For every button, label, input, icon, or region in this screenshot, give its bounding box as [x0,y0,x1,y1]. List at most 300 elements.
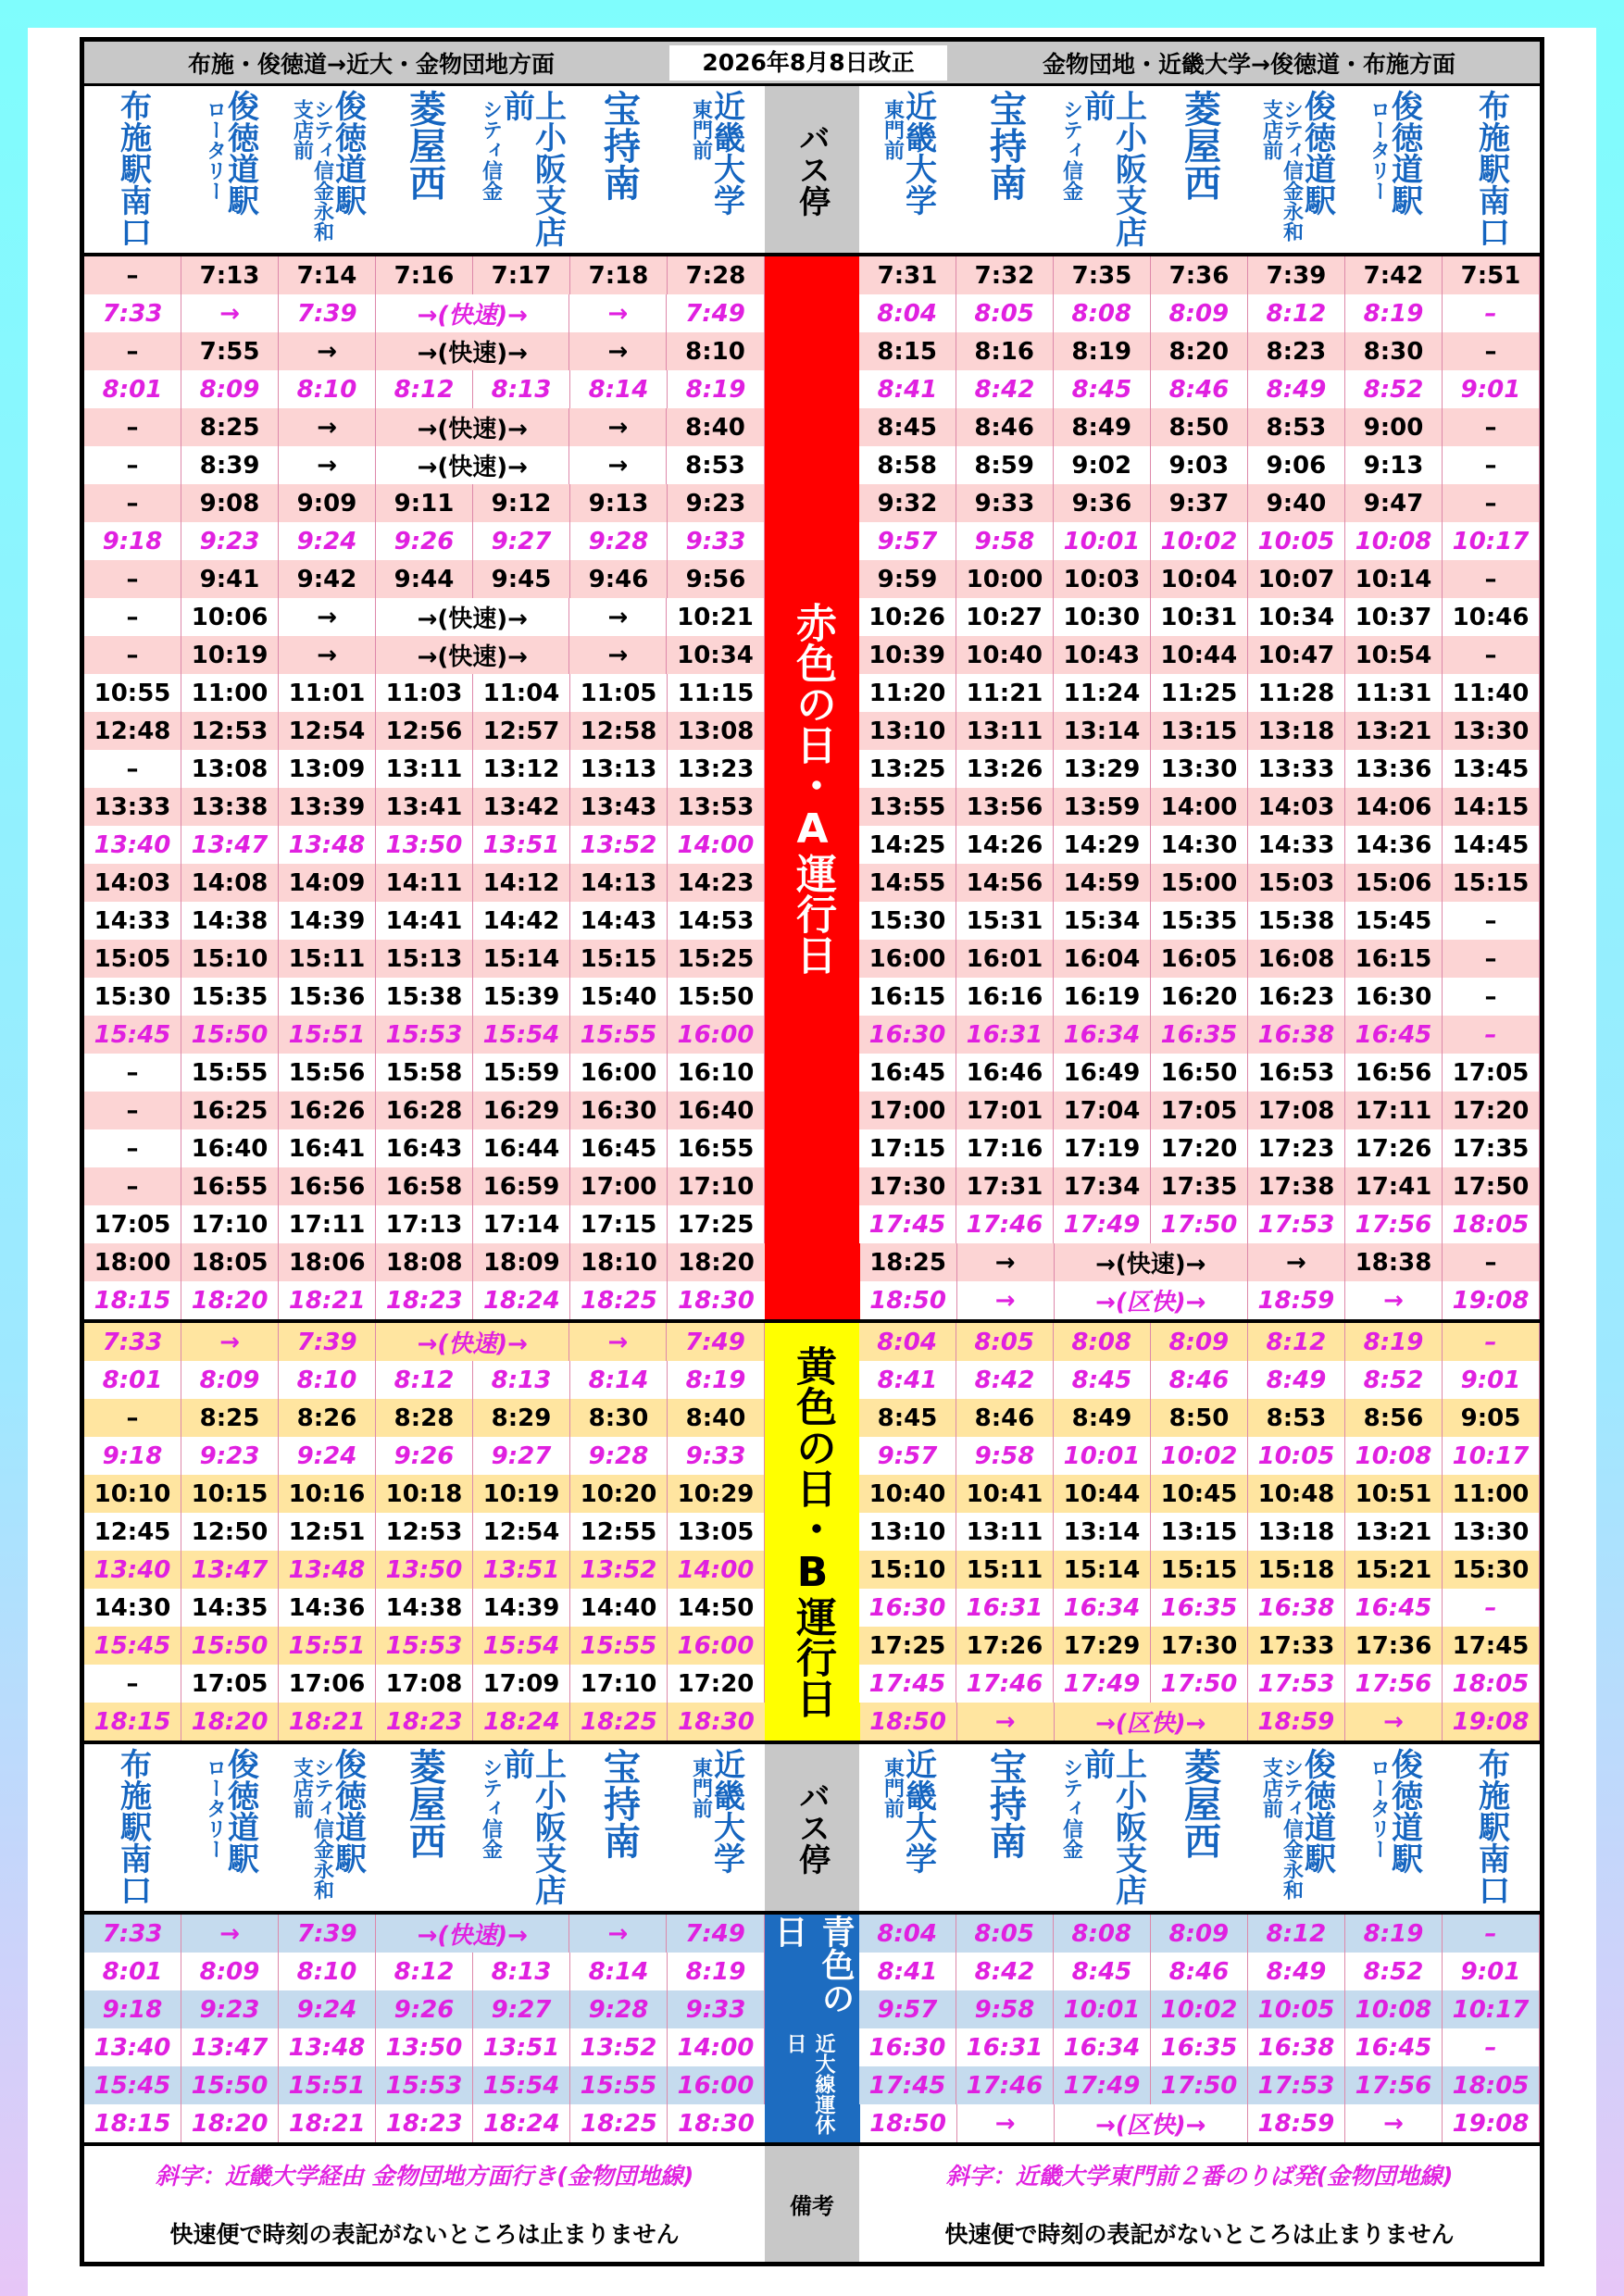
time-cell: – [84,598,181,636]
time-cell: 18:21 [279,1703,376,1741]
time-cell: 14:25 [859,826,956,864]
time-cell: – [1443,560,1540,598]
stop-subname: 東門前 [881,1757,905,1818]
time-cell: 8:42 [956,1361,1054,1399]
time-cell: 8:10 [279,370,376,408]
time-cell: 17:49 [1054,1205,1151,1243]
time-cell: 16:50 [1151,1054,1248,1092]
time-cell: 8:49 [1248,370,1345,408]
time-cell: 14:09 [279,864,376,902]
time-cell: 7:31 [859,256,956,294]
time-cell: 13:42 [473,788,570,826]
time-cell: 16:30 [859,1589,956,1627]
stop-right-5 [1345,86,1443,253]
time-cell: 13:50 [376,1551,473,1589]
time-cell: 8:46 [956,408,1054,446]
time-cell: 10:30 [1054,598,1151,636]
time-cell: 9:33 [668,1990,765,2028]
time-cell: 10:29 [668,1475,765,1513]
time-cell: 14:03 [84,864,181,902]
stop-right-1 [956,86,1054,253]
time-cell: → [181,1915,279,1953]
time-cell: 10:02 [1151,1437,1248,1475]
time-cell: 8:16 [956,332,1054,370]
time-cell: 15:13 [376,940,473,978]
time-cell: 16:45 [570,1129,668,1167]
time-cell: 8:10 [279,1361,376,1399]
time-cell: 16:31 [956,1016,1054,1054]
time-cell: 8:19 [1345,1323,1443,1361]
time-cell: 8:30 [570,1399,668,1437]
time-cell: 13:52 [570,826,668,864]
time-cell: 18:05 [181,1243,279,1281]
time-cell: 7:55 [181,332,279,370]
time-cell: 14:43 [570,902,668,940]
time-cell: →(快速)→ [376,1915,569,1953]
time-cell: 11:04 [473,674,570,712]
time-cell: 12:48 [84,712,181,750]
time-cell: 7:28 [668,256,765,294]
time-cell: 13:14 [1054,712,1151,750]
time-cell: 9:23 [181,1437,279,1475]
time-cell: 8:19 [668,370,765,408]
time-cell: 18:30 [668,1281,765,1319]
time-cell: 8:45 [1054,1953,1151,1990]
stop-right-0 [859,86,956,253]
time-cell: 8:42 [956,1953,1054,1990]
stop-name: 菱屋西 [1178,1748,1221,1859]
time-cell: – [1443,978,1540,1016]
stop-name: 宝持南 [597,1748,641,1859]
time-cell: – [84,1399,181,1437]
time-cell: 15:55 [570,1016,668,1054]
stop-right-4 [1248,86,1345,253]
time-cell: 8:46 [1151,1361,1248,1399]
time-cell: 15:50 [181,1627,279,1665]
time-cell: 9:24 [279,522,376,560]
time-cell: 8:10 [279,1953,376,1990]
time-cell: 9:46 [570,560,668,598]
stop-name: 布施駅南口 [1472,90,1510,247]
time-cell: 9:06 [1248,446,1345,484]
time-cell: 14:50 [668,1589,765,1627]
time-cell: 14:33 [84,902,181,940]
time-cell: 9:18 [84,1437,181,1475]
time-cell: 8:53 [1248,1399,1345,1437]
time-cell: 17:30 [859,1167,956,1205]
time-cell: → [569,598,667,636]
time-cell: 18:30 [668,1703,765,1741]
stop-name: 俊徳道駅 [1385,1748,1423,1874]
time-cell: → [181,294,279,332]
time-cell: 13:48 [279,826,376,864]
time-cell: 18:50 [860,2104,957,2142]
time-cell: 14:12 [473,864,570,902]
stop-left-3 [376,1744,473,1911]
time-cell: 15:59 [473,1054,570,1092]
time-cell: 14:59 [1054,864,1151,902]
stop-name: 近畿大学 [707,90,745,216]
time-cell: 15:54 [473,1016,570,1054]
time-cell: 15:10 [859,1551,956,1589]
time-cell: 8:09 [1151,294,1248,332]
time-cell: 10:02 [1151,522,1248,560]
stop-header-top [84,86,1540,256]
time-cell: 15:15 [1151,1551,1248,1589]
time-cell: 17:49 [1054,2066,1151,2104]
time-cell: 13:21 [1345,712,1443,750]
footer-note-rapid-right: 快速便で時刻の表記がないところは止まりません [944,2220,1455,2248]
time-cell: 9:58 [956,1437,1054,1475]
time-cell: 17:50 [1151,1665,1248,1703]
time-cell: 13:21 [1345,1513,1443,1551]
time-cell: 18:09 [473,1243,570,1281]
time-cell: 8:52 [1345,1953,1443,1990]
time-cell: 10:37 [1345,598,1443,636]
time-cell: 16:55 [181,1167,279,1205]
time-cell: 17:31 [956,1167,1054,1205]
time-cell: 8:01 [84,370,181,408]
time-cell: 16:58 [376,1167,473,1205]
time-cell: 11:05 [570,674,668,712]
time-cell: 18:20 [181,1703,279,1741]
time-cell: – [1443,2028,1540,2066]
stop-name: 布施駅南口 [114,90,152,247]
time-cell: 17:16 [956,1129,1054,1167]
time-cell: 8:09 [181,1361,279,1399]
time-cell: 9:56 [668,560,765,598]
time-cell: 13:48 [279,2028,376,2066]
time-cell: 8:19 [668,1361,765,1399]
time-cell: 14:23 [668,864,765,902]
time-cell: 15:45 [84,1016,181,1054]
time-cell: 8:25 [181,1399,279,1437]
time-cell: 9:28 [570,1990,668,2028]
time-cell: 15:11 [279,940,376,978]
stop-name: 俊徳道駅 [221,1748,259,1874]
time-cell: 18:25 [570,1703,668,1741]
time-cell: 15:53 [376,1627,473,1665]
time-cell: 8:23 [1248,332,1345,370]
stop-subname: シティ信金 [1059,1757,1083,1859]
time-cell: 17:46 [956,1665,1054,1703]
time-cell: 8:19 [1345,1915,1443,1953]
time-cell: 12:53 [181,712,279,750]
time-cell: 11:31 [1345,674,1443,712]
time-cell: – [1443,332,1540,370]
stop-name: 宝持南 [983,90,1027,201]
time-cell: 15:10 [181,940,279,978]
time-cell: 9:23 [181,1990,279,2028]
time-cell: 9:32 [859,484,956,522]
time-cell: 10:06 [181,598,279,636]
time-cell: 18:05 [1443,1205,1540,1243]
time-cell: 16:59 [473,1167,570,1205]
time-cell: 9:27 [473,1437,570,1475]
time-cell: 9:24 [279,1437,376,1475]
time-cell: 14:13 [570,864,668,902]
time-cell: 8:04 [859,1323,956,1361]
time-cell: 9:57 [859,522,956,560]
time-cell: 17:38 [1248,1167,1345,1205]
stop-name: 俊徳道駅 [1298,90,1336,216]
time-cell: 7:42 [1345,256,1443,294]
time-cell: →(快速)→ [1055,1243,1248,1281]
time-cell: 10:44 [1054,1475,1151,1513]
time-cell: – [1443,294,1540,332]
time-cell: 17:45 [859,2066,956,2104]
time-cell: → [1345,1281,1443,1319]
time-cell: 8:52 [1345,1361,1443,1399]
stop-name: 上小阪支店前 [1078,90,1147,247]
time-cell: 7:33 [84,1915,181,1953]
stop-right-1 [956,1744,1054,1911]
time-cell: 15:54 [473,2066,570,2104]
time-cell: 8:08 [1054,294,1151,332]
time-cell: 13:40 [84,826,181,864]
time-cell: 9:01 [1443,370,1540,408]
time-cell: 14:53 [668,902,765,940]
stop-subname: 東門前 [689,1757,713,1818]
time-cell: 16:15 [1345,940,1443,978]
time-cell: 16:04 [1054,940,1151,978]
time-cell: 15:35 [1151,902,1248,940]
time-cell: – [1443,1016,1540,1054]
stop-subname: シティ信金 [1059,99,1083,201]
time-cell: 17:29 [1054,1627,1151,1665]
stop-subname: ロータリー [203,99,227,201]
time-cell: – [84,446,181,484]
time-cell: 17:05 [1443,1054,1540,1092]
time-cell: 16:34 [1054,2028,1151,2066]
time-cell: 7:49 [667,1323,764,1361]
footer-left [84,2146,765,2262]
stop-subname: シティ信金 [479,1757,503,1859]
time-cell: 12:54 [279,712,376,750]
time-cell: – [84,332,181,370]
time-cell: 15:53 [376,2066,473,2104]
time-cell: 8:41 [859,1361,956,1399]
time-cell: 16:30 [1345,978,1443,1016]
time-cell: – [1443,446,1540,484]
time-cell: 9:58 [956,1990,1054,2028]
stop-subname: シティ信金永和支店前 [290,1757,334,1900]
time-cell: 16:20 [1151,978,1248,1016]
time-cell: 9:58 [956,522,1054,560]
stop-right-4 [1248,1744,1345,1911]
time-cell: 8:10 [667,332,764,370]
time-cell: 15:36 [279,978,376,1016]
time-cell: 9:57 [859,1437,956,1475]
time-cell: 17:35 [1151,1167,1248,1205]
time-cell: → [279,446,376,484]
time-cell: 18:24 [473,1703,570,1741]
time-cell: 9:37 [1151,484,1248,522]
time-cell: 16:40 [181,1129,279,1167]
time-cell: 17:10 [181,1205,279,1243]
time-cell: 15:05 [84,940,181,978]
time-cell: 8:25 [181,408,279,446]
time-cell: 17:33 [1248,1627,1345,1665]
time-cell: 16:49 [1054,1054,1151,1092]
stop-left-6 [668,86,765,253]
stop-subname: シティ信金 [479,99,503,201]
time-cell: 8:12 [376,1361,473,1399]
stop-left-5 [570,86,668,253]
time-cell: – [84,1054,181,1092]
time-cell: – [84,408,181,446]
time-cell: 7:39 [1248,256,1345,294]
time-cell: 15:14 [1054,1551,1151,1589]
time-cell: 12:51 [279,1513,376,1551]
time-cell: 8:19 [1345,294,1443,332]
time-cell: – [84,1129,181,1167]
time-cell: 13:18 [1248,712,1345,750]
time-cell: 13:11 [376,750,473,788]
time-cell: 18:23 [376,1703,473,1741]
time-cell: 13:33 [84,788,181,826]
time-cell: – [1443,940,1540,978]
stop-subname: 東門前 [881,99,905,160]
time-cell: 9:11 [376,484,473,522]
band-text: 黄色の日・B運行日 [789,1345,836,1718]
time-cell: 7:32 [956,256,1054,294]
time-cell: 17:46 [956,2066,1054,2104]
time-cell: 8:29 [473,1399,570,1437]
stop-name: 俊徳道駅 [329,90,367,216]
time-cell: 10:17 [1443,1437,1540,1475]
band-label [765,1323,859,1741]
time-cell: 15:53 [376,1016,473,1054]
time-cell: → [181,1323,279,1361]
time-cell: 17:05 [181,1665,279,1703]
time-cell: 8:49 [1248,1953,1345,1990]
stop-left-3 [376,86,473,253]
time-cell: 17:08 [376,1665,473,1703]
time-cell: – [84,256,181,294]
time-cell: 7:49 [667,294,764,332]
time-cell: 15:06 [1345,864,1443,902]
time-cell: 16:30 [859,1016,956,1054]
time-cell: 17:53 [1248,2066,1345,2104]
time-cell: 10:04 [1151,560,1248,598]
time-cell: 16:38 [1248,2028,1345,2066]
time-cell: 16:34 [1054,1016,1151,1054]
time-cell: 17:26 [956,1627,1054,1665]
time-cell: 13:08 [668,712,765,750]
time-cell: 16:55 [668,1129,765,1167]
time-cell: 10:02 [1151,1990,1248,2028]
time-cell: 10:19 [181,636,279,674]
time-cell: 8:04 [859,1915,956,1953]
time-cell: 14:38 [376,1589,473,1627]
time-cell: 18:25 [570,2104,668,2142]
time-cell: 8:46 [956,1399,1054,1437]
time-cell: 16:45 [1345,2028,1443,2066]
time-cell: 17:09 [473,1665,570,1703]
time-cell: 14:55 [859,864,956,902]
time-cell: 14:08 [181,864,279,902]
stop-right-6 [1443,86,1540,253]
time-cell: 11:01 [279,674,376,712]
stop-left-6 [668,1744,765,1911]
stop-right-2 [1054,86,1151,253]
time-cell: → [957,1703,1055,1741]
time-cell: 16:38 [1248,1589,1345,1627]
time-cell: 8:49 [1054,408,1151,446]
time-cell: – [84,560,181,598]
time-cell: 15:55 [570,2066,668,2104]
time-cell: 15:51 [279,1016,376,1054]
time-cell: 13:30 [1443,712,1540,750]
time-cell: 17:11 [279,1205,376,1243]
time-cell: 15:45 [84,2066,181,2104]
time-cell: 10:14 [1345,560,1443,598]
time-cell: 13:52 [570,1551,668,1589]
time-cell: 10:10 [84,1475,181,1513]
time-cell: 10:44 [1151,636,1248,674]
time-cell: 9:42 [279,560,376,598]
time-cell: – [84,750,181,788]
revision-date: 2026年8月8日改正 [669,45,947,81]
band-text: 青色の日 [769,1915,855,2015]
time-cell: – [1443,636,1540,674]
time-cell: 8:45 [859,408,956,446]
time-cell: 9:33 [956,484,1054,522]
time-cell: 15:50 [181,1016,279,1054]
time-cell: 13:51 [473,2028,570,2066]
stop-name: 菱屋西 [403,1748,446,1859]
time-cell: 10:05 [1248,1437,1345,1475]
time-cell: 9:59 [859,560,956,598]
time-cell: 10:34 [667,636,764,674]
time-cell: 14:11 [376,864,473,902]
time-cell: 16:45 [1345,1016,1443,1054]
time-cell: 17:08 [1248,1092,1345,1129]
direction-right: 金物団地・近畿大学→俊徳道・布施方面 [1043,50,1455,78]
time-cell: 10:17 [1443,1990,1540,2028]
time-cell: 10:43 [1054,636,1151,674]
time-cell: 15:14 [473,940,570,978]
time-cell: 9:27 [473,1990,570,2028]
stop-name: 俊徳道駅 [329,1748,367,1874]
time-cell: 15:15 [570,940,668,978]
time-cell: → [279,636,376,674]
time-cell: 14:36 [279,1589,376,1627]
time-cell: 18:21 [279,2104,376,2142]
time-cell: 16:10 [668,1054,765,1092]
time-cell: 9:57 [859,1990,956,2028]
time-cell: 11:00 [181,674,279,712]
time-cell: 17:53 [1248,1665,1345,1703]
time-cell: 18:59 [1248,1281,1345,1319]
time-cell: 13:15 [1151,1513,1248,1551]
time-cell: 16:38 [1248,1016,1345,1054]
stop-subname: ロータリー [1367,1757,1391,1859]
time-cell: 14:35 [181,1589,279,1627]
time-cell: 15:54 [473,1627,570,1665]
stop-name: 上小阪支店前 [1078,1748,1147,1905]
stop-left-2 [279,86,376,253]
stop-subname: ロータリー [1367,99,1391,201]
stop-left-1 [181,1744,279,1911]
time-cell: – [84,1092,181,1129]
time-cell: →(区快)→ [1055,2104,1248,2142]
time-cell: → [1345,2104,1443,2142]
time-cell: 16:40 [668,1092,765,1129]
time-cell: 10:15 [181,1475,279,1513]
time-cell: 18:59 [1248,2104,1345,2142]
